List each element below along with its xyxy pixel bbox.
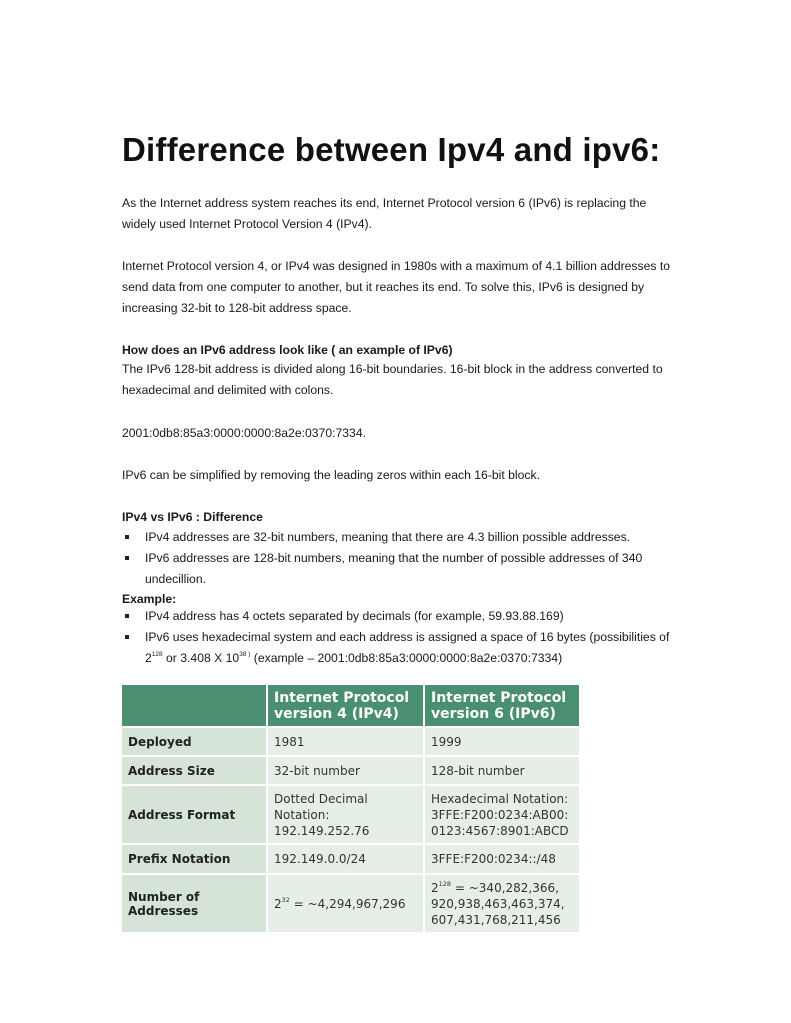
text-part: 2	[274, 896, 282, 911]
cell-text: 192.149.0.0/24	[274, 852, 366, 866]
how-body: The IPv6 128-bit address is divided along 16-bit boundaries. 16-bit block in the address converted to hexadecimal and delimited with colons.	[122, 362, 663, 397]
table-header-ipv4	[268, 685, 423, 726]
text-part: 2	[431, 880, 439, 895]
page-title: Difference between Ipv4 and ipv6:	[122, 131, 661, 168]
text-part: = ~4,294,967,296	[289, 896, 406, 911]
cell-text: 32-bit number	[274, 763, 360, 778]
cell-ipv6-deployed	[425, 728, 579, 755]
cell-text: Hexadecimal Notation: 3FFE:F200:0234:AB00: 0123:4567:8901:ABCD	[431, 791, 569, 838]
superscript: 128	[438, 879, 452, 888]
row-label-address-format: Address Format	[122, 786, 266, 843]
difference-list	[122, 527, 682, 589]
text-part: (example – 2001:0db8:85a3:0000:0000:8a2e:0370:7334)	[250, 650, 563, 665]
cell-ipv6-number	[425, 875, 579, 932]
cell-text	[431, 880, 565, 928]
table-header-blank	[122, 685, 266, 726]
row-label-address-size: Address Size	[122, 757, 266, 784]
text-part: or 3.408 X 10	[162, 650, 240, 665]
cell-ipv6-prefix	[425, 845, 579, 873]
text-part: = ~340,282,366, 920,938,463,463,374, 607,431,768,211,456	[431, 880, 565, 927]
header-text: Internet Protocol version 6 (IPv6)	[431, 689, 567, 722]
how-heading: How does an IPv6 address look like ( an example of IPv6)	[122, 343, 453, 357]
example-address: 2001:0db8:85a3:0000:0000:8a2e:0370:7334.	[122, 426, 366, 440]
example-list	[122, 606, 682, 668]
cell-ipv4-prefix	[268, 845, 423, 873]
list-item-text: IPv4 addresses are 32-bit numbers, meaning that there are 4.3 billion possible addresses.	[145, 530, 631, 544]
text-part: IPv6 uses hexadecimal system and each address is assigned a space of 16 bytes (possibilities of 2	[145, 629, 670, 665]
cell-ipv4-deployed	[268, 728, 423, 755]
table-header-ipv6	[425, 685, 579, 726]
cell-text: 128-bit number	[431, 763, 525, 778]
cell-text: Dotted Decimal Notation: 192.149.252.76	[274, 791, 370, 838]
list-item	[122, 606, 682, 627]
list-item	[122, 627, 682, 669]
bullet-icon	[125, 614, 129, 618]
list-item-text: IPv6 addresses are 128-bit numbers, meaning that the number of possible addresses of 340 undecillion.	[145, 550, 643, 586]
bullet-icon	[125, 556, 129, 560]
bullet-icon	[125, 635, 129, 639]
superscript: 128	[151, 650, 163, 658]
list-item-text: IPv4 address has 4 octets separated by decimals (for example, 59.93.88.169)	[145, 609, 564, 623]
superscript: 32	[281, 895, 290, 904]
cell-ipv4-address-size	[268, 757, 423, 784]
bullet-icon	[125, 535, 129, 539]
list-item	[122, 548, 682, 590]
comparison-table	[122, 685, 579, 932]
row-label-prefix-notation: Prefix Notation	[122, 845, 266, 873]
cell-ipv6-address-format	[425, 786, 579, 843]
cell-ipv4-number	[268, 875, 423, 932]
row-label-deployed: Deployed	[122, 728, 266, 755]
cell-text: 1999	[431, 734, 462, 749]
row-label-number-of-addresses: Number of Addresses	[122, 875, 266, 932]
cell-text: 1981	[274, 734, 305, 749]
cell-text	[274, 896, 405, 912]
header-text: Internet Protocol version 4 (IPv4)	[274, 689, 410, 722]
cell-ipv6-address-size	[425, 757, 579, 784]
cell-text: 3FFE:F200:0234::/48	[431, 852, 556, 866]
intro-paragraph: As the Internet address system reaches its end, Internet Protocol version 6 (IPv6) is replacing the widely used Internet Protocol Version 4 (IPv4).	[122, 196, 647, 231]
ipv4-paragraph: Internet Protocol version 4, or IPv4 was designed in 1980s with a maximum of 4.1 billion addresses to send data from one computer to another, but it reaches its end. To solve this, IPv6 is designed by increasing 32-bit to 128-bit address space.	[122, 259, 671, 315]
superscript: 38 )	[239, 650, 251, 658]
cell-ipv4-address-format	[268, 786, 423, 843]
vs-heading: IPv4 vs IPv6 : Difference	[122, 510, 263, 524]
simplify-paragraph: IPv6 can be simplified by removing the leading zeros within each 16-bit block.	[122, 468, 540, 482]
list-item	[122, 527, 682, 548]
example-heading: Example:	[122, 592, 177, 606]
list-item-text	[145, 630, 669, 665]
